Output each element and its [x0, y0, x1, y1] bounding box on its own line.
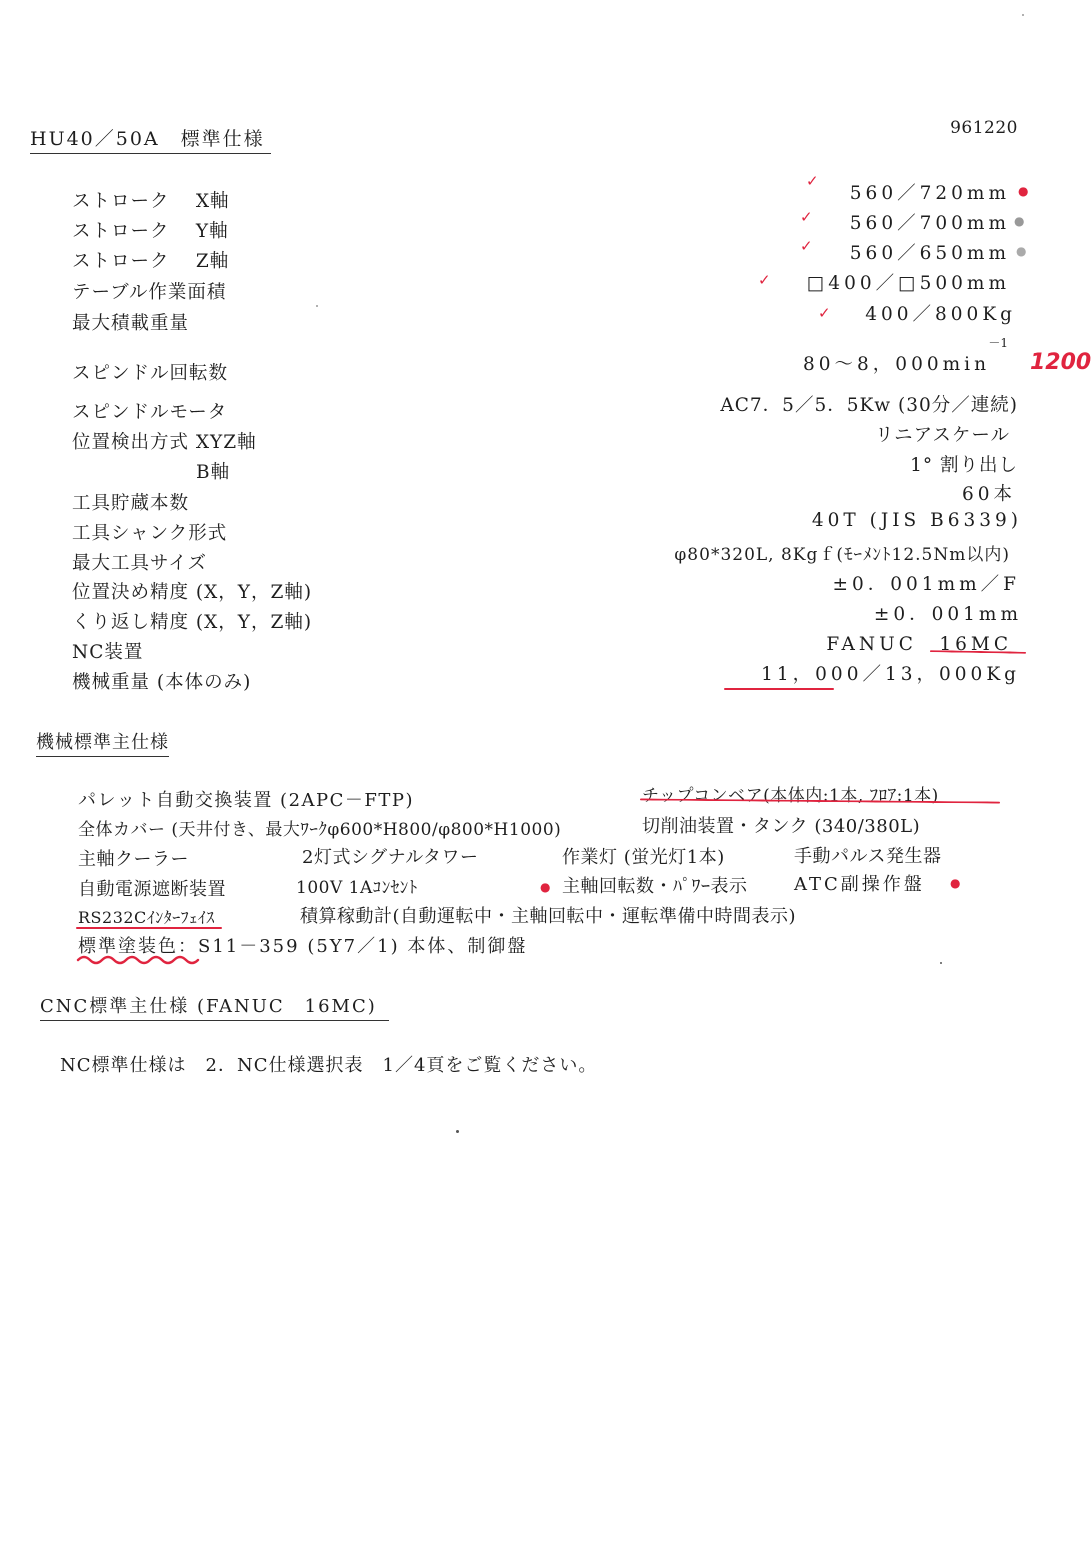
pen-check-mark-icon: ✓ [800, 208, 813, 226]
scan-speck [940, 962, 942, 964]
spec-value-max-load: 400／800Kg [865, 304, 1016, 325]
pen-check-mark-icon: ✓ [758, 271, 771, 289]
document-code: 961220 [950, 118, 1018, 138]
spec-value-spindle-speed: 80～8，000min [803, 354, 990, 375]
std-item-pulse-generator: 手動パルス発生器 [794, 846, 942, 867]
spec-label-machine-weight: 機械重量 (本体のみ) [72, 672, 252, 693]
std-item-spindle-display: 主軸回転数・ﾊﾟﾜｰ表示 [562, 876, 748, 897]
pen-underline [76, 927, 222, 929]
spec-value-stroke-y: 560／700mm [849, 213, 1010, 234]
pen-dot-icon: ● [1018, 184, 1029, 198]
spec-value-stroke-x: 560／720mm [849, 183, 1010, 204]
handwritten-margin-note: 1200 [1030, 350, 1091, 375]
spec-value-max-tool-size: φ80*320L, 8Kgｆ(ﾓｰﾒﾝﾄ12.5Nm以内) [674, 545, 1010, 565]
machine-standard-heading: 機械標準主仕様 [36, 728, 169, 757]
spec-label-max-load: 最大積載重量 [72, 313, 190, 334]
spec-label-position-detection: 位置検出方式 XYZ軸 [72, 432, 257, 453]
scan-speck [1022, 14, 1024, 16]
std-item-coolant-tank: 切削油装置・タンク (340/380L) [642, 816, 921, 837]
scan-speck [316, 305, 318, 307]
pen-check-mark-icon: ✓ [800, 237, 813, 255]
std-item-paint-color: 標準塗装色：S11－359 (5Y7／1) 本体、制御盤 [78, 936, 528, 957]
spec-label-stroke-y: ストローク Y軸 [72, 221, 229, 242]
std-item-signal-tower: 2灯式シグナルタワー [302, 847, 479, 868]
pen-dot-icon: ● [1016, 244, 1027, 258]
std-item-full-cover: 全体カバー (天井付き、最大ﾜｰｸφ600*H800/φ800*H1000) [78, 820, 562, 840]
spec-label-spindle-motor: スピンドルモータ [72, 402, 228, 423]
cnc-standard-note: NC標準仕様は 2．NC仕様選択表 1／4頁をご覧ください。 [60, 1055, 598, 1076]
spec-label-positioning-accuracy: 位置決め精度 (X，Y，Z軸) [72, 582, 313, 603]
pen-dot-icon: ● [1014, 214, 1025, 228]
std-item-auto-power-off: 自動電源遮断装置 [78, 879, 226, 900]
spec-label-b-axis: B軸 [196, 462, 231, 483]
pen-wavy-underline [76, 953, 202, 967]
pen-check-mark-icon: ✓ [806, 172, 819, 190]
std-item-work-light: 作業灯 (蛍光灯1本) [562, 847, 725, 868]
spec-label-repeat-accuracy: くり返し精度 (X，Y，Z軸) [72, 612, 313, 633]
spec-value-position-detection: リニアスケール [874, 425, 1010, 446]
spec-label-table-area: テーブル作業面積 [72, 282, 227, 303]
spec-value-spindle-motor: AC7．5／5．5Kw (30分／連続) [720, 395, 1018, 416]
spec-label-tool-shank: 工具シャンク形式 [72, 523, 228, 544]
pen-dot-icon: ● [540, 880, 551, 894]
pen-check-mark-icon: ✓ [818, 304, 831, 322]
std-item-atc-panel: ATC副操作盤 [794, 874, 925, 895]
std-item-spindle-cooler: 主軸クーラー [78, 849, 189, 870]
spec-label-nc-unit: NC装置 [72, 642, 144, 663]
spec-value-machine-weight: 11，000／13，000Kg [761, 664, 1020, 685]
document-title: HU40／50A 標準仕様 [30, 124, 271, 154]
cnc-standard-heading: CNC標準主仕様 (FANUC 16MC) [40, 992, 389, 1021]
spec-value-repeat-accuracy: ±0．001mm [873, 604, 1022, 625]
spec-value-spindle-speed-exponent: －1 [988, 336, 1008, 350]
spec-label-spindle-speed: スピンドル回転数 [72, 363, 229, 384]
std-item-apc: パレット自動交換装置 (2APC－FTP) [78, 790, 415, 811]
spec-label-stroke-z: ストローク Z軸 [72, 251, 230, 272]
pen-underline [724, 688, 834, 690]
spec-value-tool-storage: 60本 [961, 484, 1016, 505]
spec-value-nc-unit: FANUC 16MC [826, 634, 1012, 655]
std-item-operation-meter: 積算稼動計(自動運転中・主軸回転中・運転準備中時間表示) [300, 906, 797, 927]
spec-label-tool-storage: 工具貯蔵本数 [72, 493, 190, 514]
spec-value-b-axis: 1° 割り出し [910, 455, 1018, 476]
spec-value-tool-shank: 40T (JIS B6339) [811, 510, 1022, 531]
std-item-chip-conveyor: チップコンベア(本体内:1本, ﾌﾛｱ:1本) [642, 786, 939, 806]
pen-dot-icon: ● [950, 876, 961, 890]
spec-label-stroke-x: ストローク X軸 [72, 191, 230, 212]
spec-label-max-tool-size: 最大工具サイズ [72, 553, 208, 574]
std-item-rs232c: RS232Cｲﾝﾀｰﾌｪｲｽ [78, 908, 215, 927]
std-item-outlet: 100V 1Aｺﾝｾﾝﾄ [296, 878, 418, 898]
spec-value-table-area: □400／□500mm [806, 273, 1010, 294]
scan-speck [456, 1130, 459, 1133]
spec-value-positioning-accuracy: ±0．001mm／F [832, 574, 1020, 595]
spec-value-stroke-z: 560／650mm [849, 243, 1010, 264]
